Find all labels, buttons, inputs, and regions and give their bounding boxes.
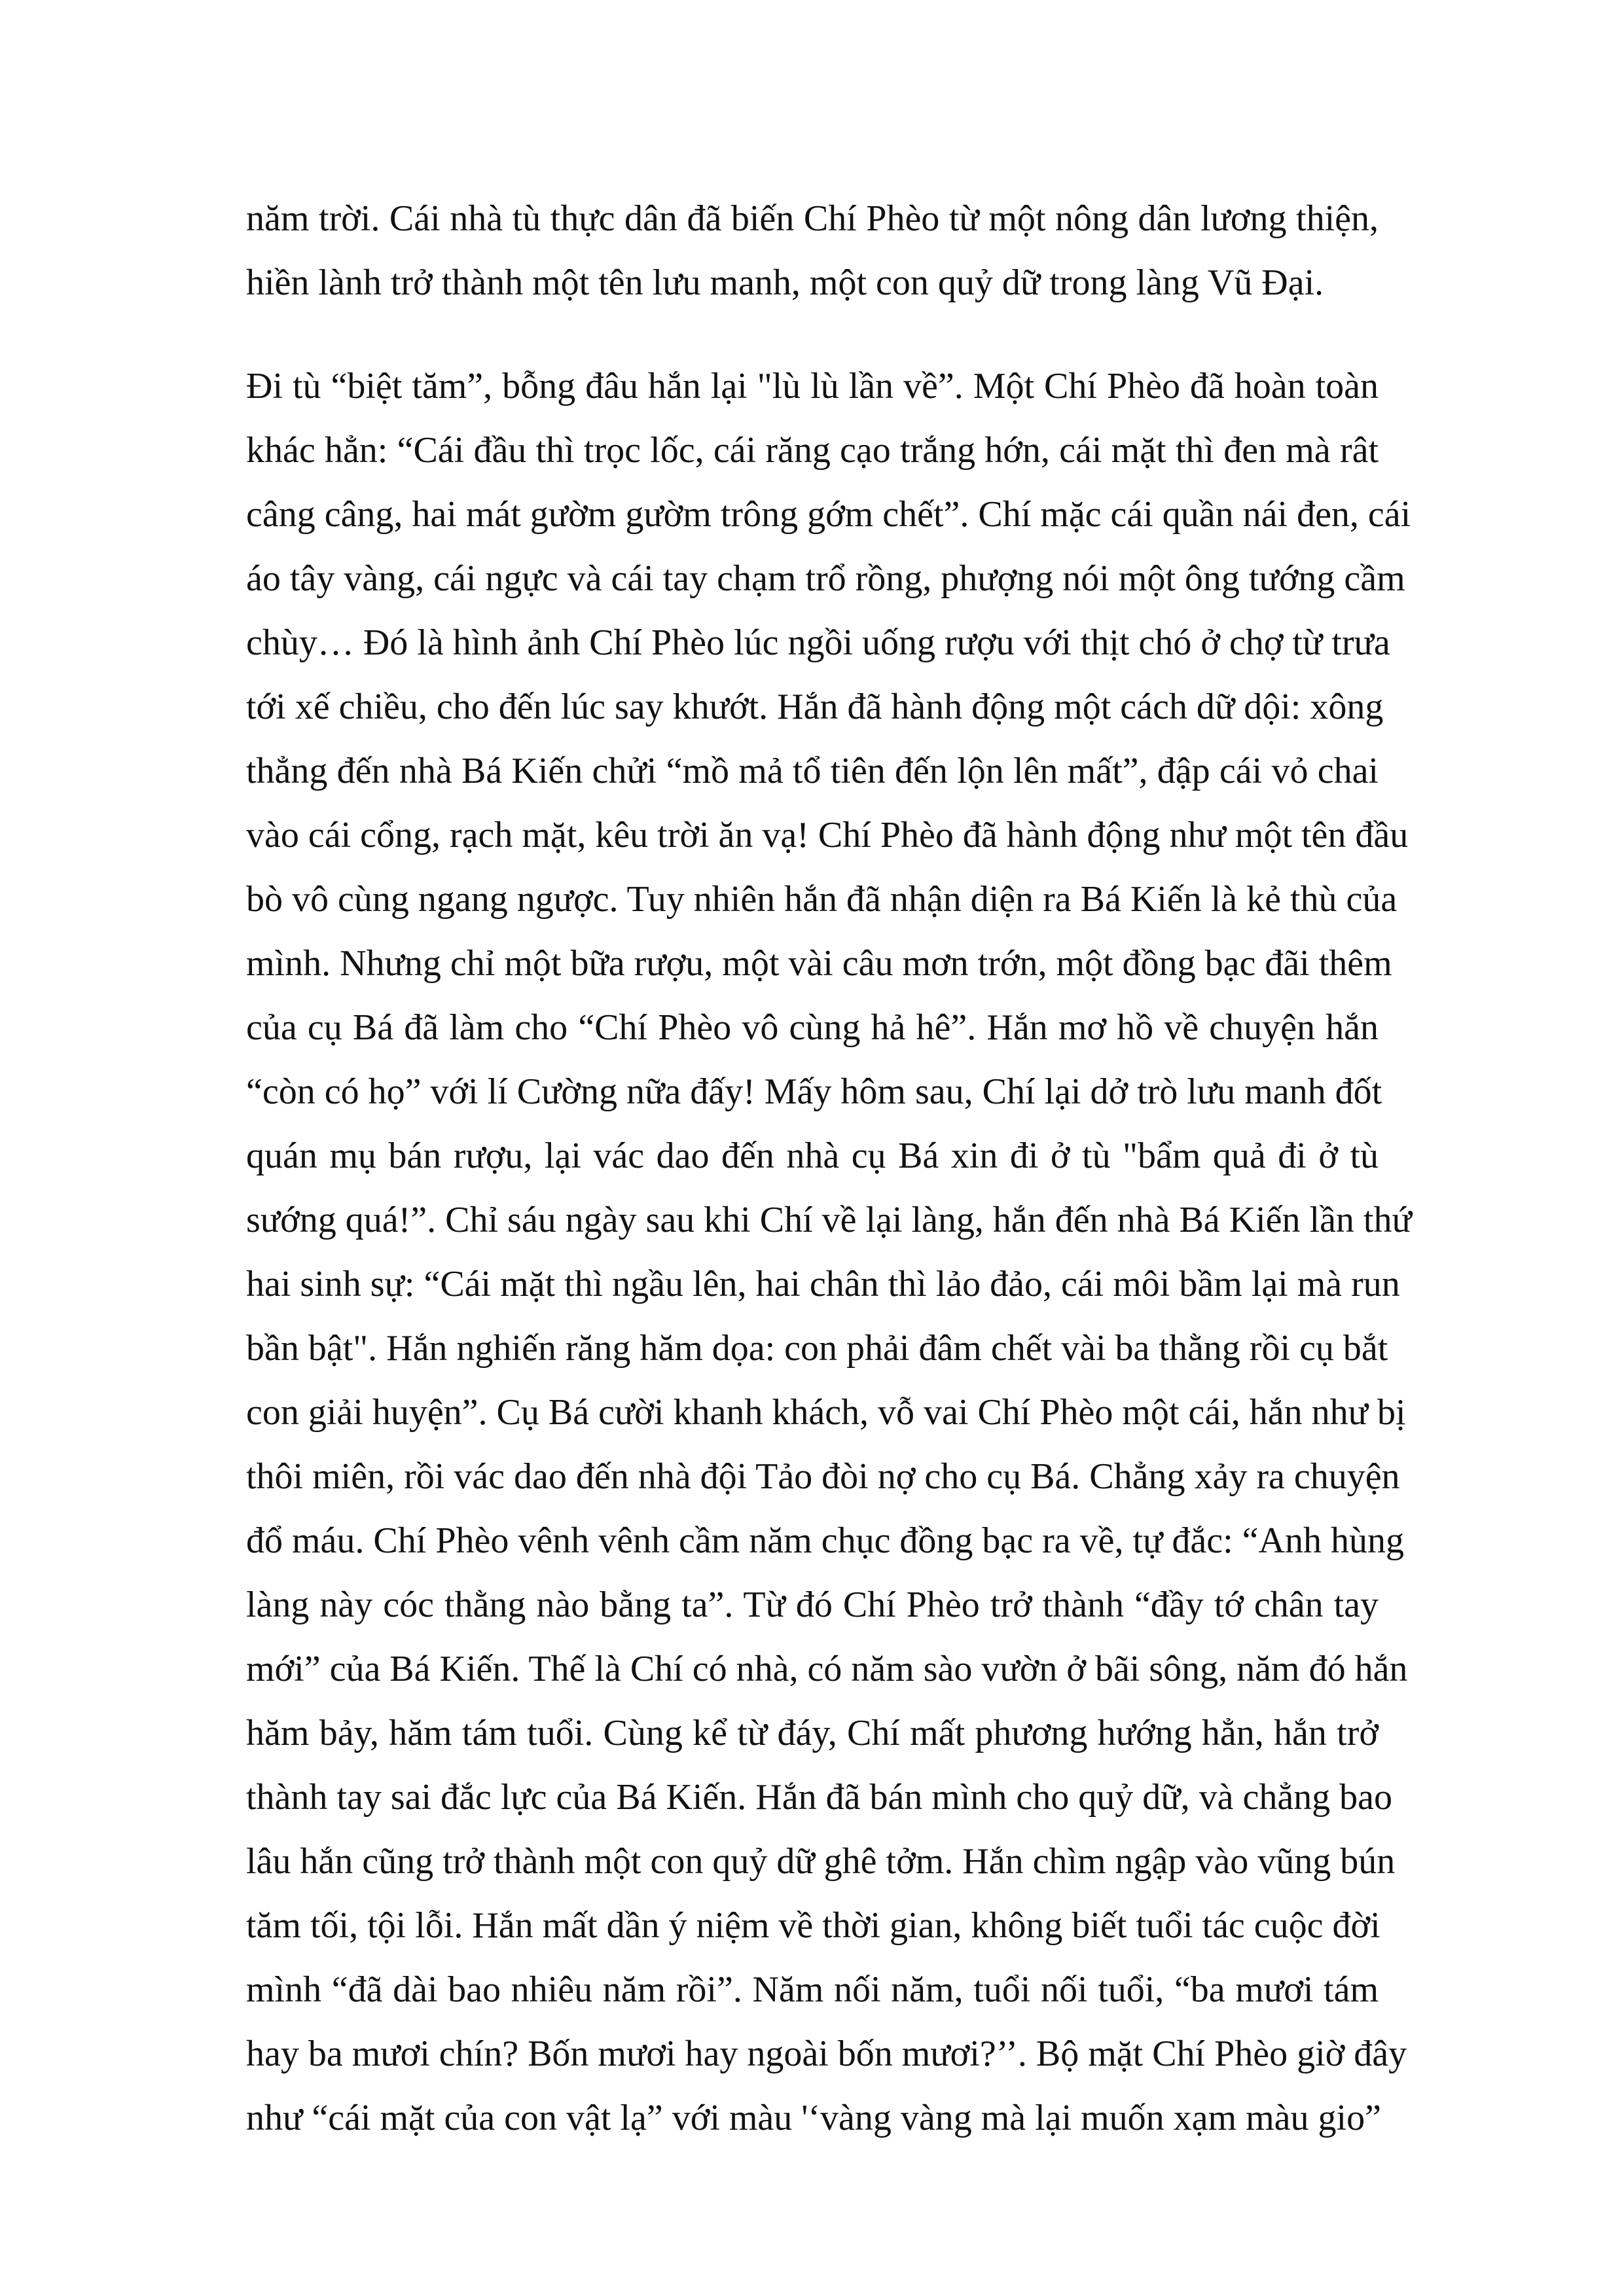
text-line: đổ máu. Chí Phèo vênh vênh cầm năm chục đồng bạc ra về, tự đắc: “Anh hùng: [246, 1520, 1404, 1561]
text-line: hăm bảy, hăm tám tuổi. Cùng kể từ đáy, Chí mất phương hướng hẳn, hắn trở: [246, 1713, 1379, 1753]
text-line: bò vô cùng ngang ngược. Tuy nhiên hắn đã nhận diện ra Bá Kiến là kẻ thù của: [246, 879, 1398, 920]
text-line: vào cái cổng, rạch mặt, kêu trời ăn vạ! Chí Phèo đã hành động như một tên đầu: [246, 815, 1409, 855]
text-line: lâu hắn cũng trở thành một con quỷ dữ ghê tởm. Hắn chìm ngập vào vũng bún: [246, 1841, 1396, 1882]
text-line: làng này cóc thằng nào bằng ta”. Từ đó Chí Phèo trở thành “đầy tớ chân tay: [246, 1585, 1379, 1625]
text-line: hiền lành trở thành một tên lưu manh, một con quỷ dữ trong làng Vũ Đại.: [246, 262, 1324, 303]
text-line: áo tây vàng, cái ngực và cái tay chạm trổ rồng, phượng nói một ông tướng cầm: [246, 558, 1405, 599]
text-line: thôi miên, rồi vác dao đến nhà đội Tảo đòi nợ cho cụ Bá. Chẳng xảy ra chuyện: [246, 1456, 1400, 1497]
text-line: sướng quá!”. Chỉ sáu ngày sau khi Chí về lại làng, hắn đến nhà Bá Kiến lần thứ: [246, 1200, 1412, 1240]
text-line: thẳng đến nhà Bá Kiến chửi “mồ mả tổ tiên đến lộn lên mất”, đập cái vỏ chai: [246, 751, 1379, 791]
text-line: năm trời. Cái nhà tù thực dân đã biến Chí Phèo từ một nông dân lương thiện,: [246, 198, 1379, 239]
text-line: thành tay sai đắc lực của Bá Kiến. Hắn đã bán mình cho quỷ dữ, và chẳng bao: [246, 1777, 1393, 1818]
text-line: hay ba mươi chín? Bốn mươi hay ngoài bốn mươi?’’. Bộ mặt Chí Phèo giờ đây: [246, 2034, 1407, 2074]
text-line: như “cái mặt của con vật lạ” với màu '‘vàng vàng mà lại muốn xạm màu gio”: [246, 2098, 1381, 2138]
text-line: chùy… Đó là hình ảnh Chí Phèo lúc ngồi uống rượu với thịt chó ở chợ từ trưa: [246, 622, 1390, 663]
text-line: câng câng, hai mát gườm gườm trông gớm chết”. Chí mặc cái quần nái đen, cái: [246, 494, 1411, 535]
text-line: mình. Nhưng chỉ một bữa rượu, một vài câu mơn trớn, một đồng bạc đãi thêm: [246, 943, 1392, 984]
text-line: mình “đã dài bao nhiêu năm rồi”. Năm nối năm, tuổi nối tuổi, “ba mươi tám: [246, 1969, 1379, 2010]
text-line: quán mụ bán rượu, lại vác dao đến nhà cụ Bá xin đi ở tù "bẩm quả đi ở tù: [246, 1136, 1379, 1176]
text-line: của cụ Bá đã làm cho “Chí Phèo vô cùng hả hê”. Hắn mơ hồ về chuyện hắn: [246, 1007, 1379, 1048]
text-line: Đi tù “biệt tăm”, bỗng đâu hắn lại "lù lù lần về”. Một Chí Phèo đã hoàn toàn: [246, 366, 1379, 406]
text-line: mới” của Bá Kiến. Thế là Chí có nhà, có năm sào vườn ở bãi sông, năm đó hắn: [246, 1649, 1408, 1689]
text-line: bần bật". Hắn nghiến răng hăm dọa: con phải đâm chết vài ba thằng rồi cụ bắt: [246, 1328, 1388, 1369]
text-line: tới xế chiều, cho đến lúc say khướt. Hắn đã hành động một cách dữ dội: xông: [246, 687, 1384, 727]
text-line: tăm tối, tội lỗi. Hắn mất dần ý niệm về thời gian, không biết tuổi tác cuộc đời: [246, 1905, 1380, 1946]
text-line: “còn có họ” với lí Cường nữa đấy! Mấy hôm sau, Chí lại dở trò lưu manh đốt: [246, 1071, 1382, 1112]
text-line: con giải huyện”. Cụ Bá cười khanh khách, vỗ vai Chí Phèo một cái, hắn như bị: [246, 1392, 1406, 1433]
text-line: hai sinh sự: “Cái mặt thì ngầu lên, hai chân thì lảo đảo, cái môi bầm lại mà run: [246, 1264, 1400, 1304]
text-line: khác hẳn: “Cái đầu thì trọc lốc, cái răng cạo trắng hớn, cái mặt thì đen mà rât: [246, 430, 1379, 471]
